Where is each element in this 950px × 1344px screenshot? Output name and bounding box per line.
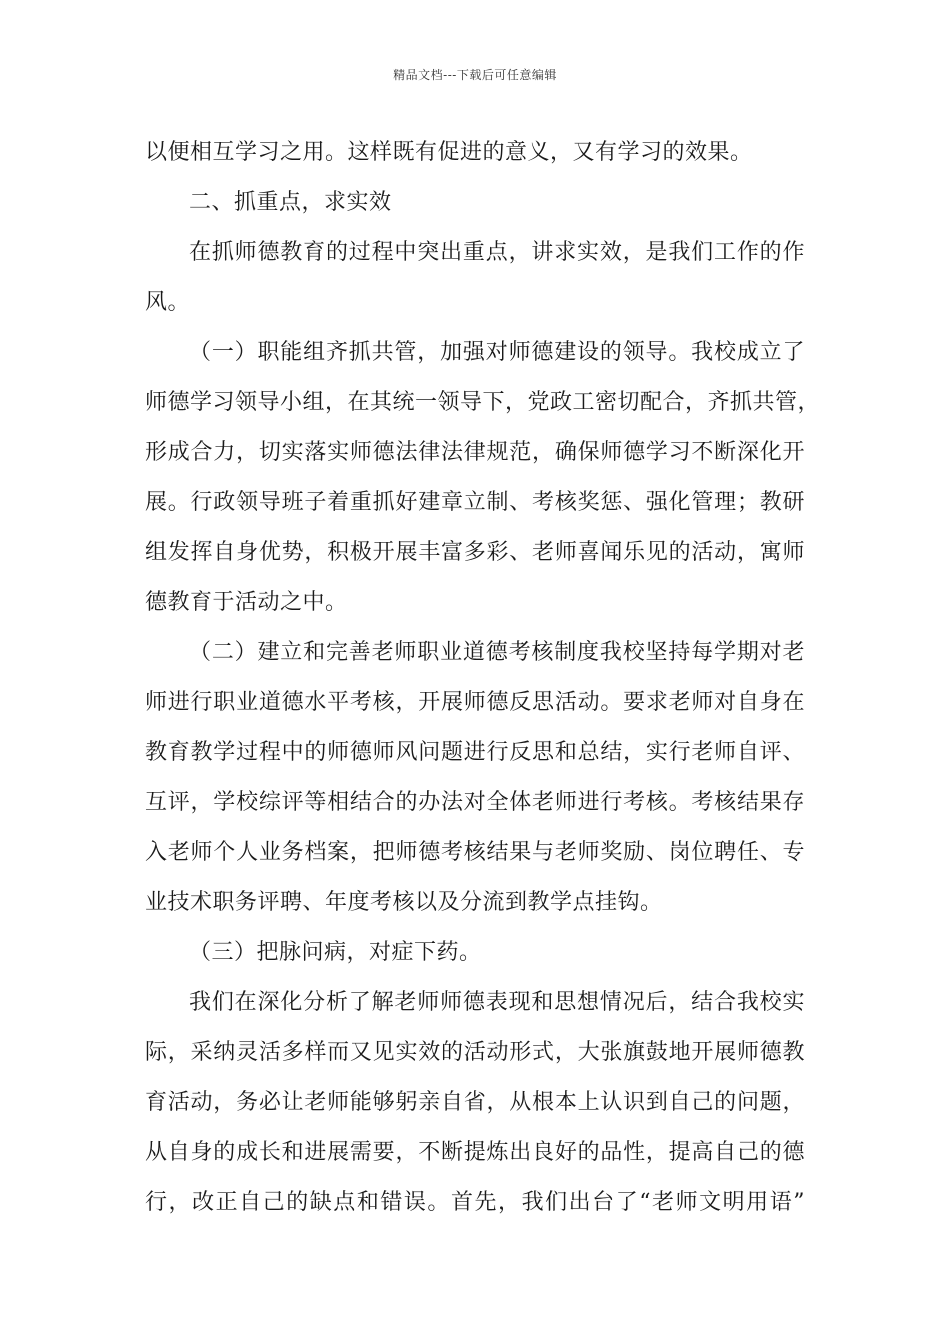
text-line: 行，改正自己的缺点和错误。首先，我们出台了“老师文明用语” — [145, 1190, 805, 1215]
text-line: 际，采纳灵活多样而又见实效的活动形式，大张旗鼓地开展师德教 — [145, 1040, 805, 1065]
text-line: 德教育于活动之中。 — [145, 590, 348, 615]
text-line: （三）把脉问病，对症下药。 — [189, 940, 482, 965]
text-line: 入老师个人业务档案，把师德考核结果与老师奖励、岗位聘任、专 — [145, 840, 805, 865]
text-line: 我们在深化分析了解老师师德表现和思想情况后，结合我校实 — [189, 990, 805, 1015]
text-line: （二）建立和完善老师职业道德考核制度我校坚持每学期对老 — [189, 640, 805, 665]
text-line: 二、抓重点，求实效 — [189, 190, 392, 215]
text-line: 教育教学过程中的师德师风问题进行反思和总结，实行老师自评、 — [145, 740, 805, 765]
text-line: 互评，学校综评等相结合的办法对全体老师进行考核。考核结果存 — [145, 790, 805, 815]
text-line: 组发挥自身优势，积极开展丰富多彩、老师喜闻乐见的活动，寓师 — [145, 540, 805, 565]
text-line: 师德学习领导小组，在其统一领导下，党政工密切配合，齐抓共管， — [145, 390, 821, 415]
text-line: 从自身的成长和进展需要，不断提炼出良好的品性，提高自己的德 — [145, 1140, 805, 1165]
text-line: 师进行职业道德水平考核，开展师德反思活动。要求老师对自身在 — [145, 690, 805, 715]
document-body — [145, 128, 821, 1228]
text-line: 业技术职务评聘、年度考核以及分流到教学点挂钩。 — [145, 890, 663, 915]
text-line: 在抓师德教育的过程中突出重点，讲求实效，是我们工作的作 — [189, 240, 805, 265]
text-line: 以便相互学习之用。这样既有促进的意义，又有学习的效果。 — [145, 140, 753, 165]
text-line: 育活动，务必让老师能够躬亲自省，从根本上认识到自己的问题， — [145, 1090, 805, 1115]
page-header: 精品文档---下载后可任意编辑 — [393, 68, 557, 82]
text-line: 风。 — [145, 290, 191, 315]
text-line: 形成合力，切实落实师德法律法律规范，确保师德学习不断深化开 — [145, 440, 805, 465]
text-line: 展。行政领导班子着重抓好建章立制、考核奖惩、强化管理；教研 — [145, 490, 805, 515]
text-line: （一）职能组齐抓共管，加强对师德建设的领导。我校成立了 — [189, 340, 805, 365]
